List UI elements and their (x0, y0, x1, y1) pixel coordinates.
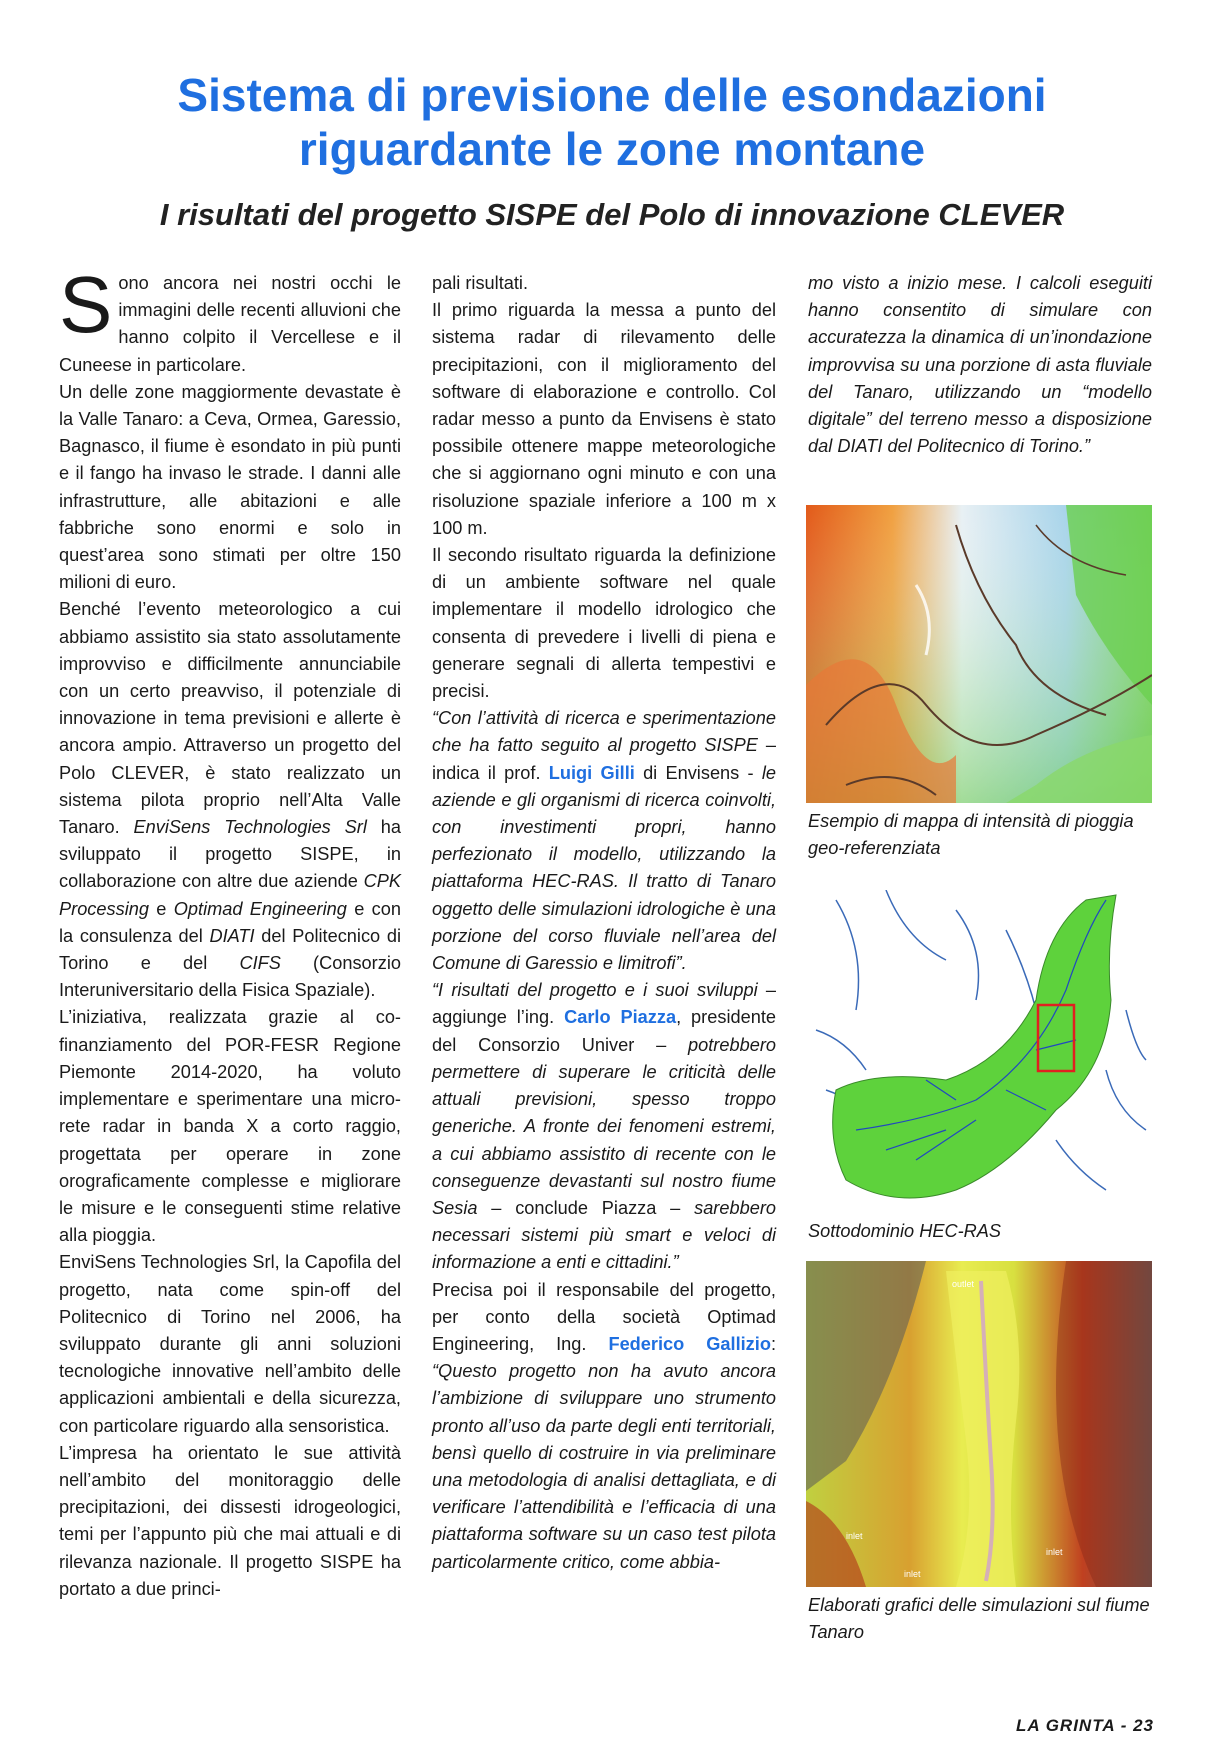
page-title (60, 68, 1164, 176)
title-line-2: riguardante le zone montane (298, 123, 926, 175)
person-name: Carlo Piazza (564, 1007, 677, 1028)
paragraph: Sono ancora nei nostri occhi le immagini delle recenti alluvioni che hanno colpito il Vercellese e il Cuneese in particolare. (59, 260, 401, 375)
page-footer: LA GRINTA - 23 (1015, 1716, 1154, 1735)
simulation-graphics-image (806, 1261, 1152, 1587)
label-outlet: outlet (952, 1279, 975, 1289)
title-line-1: Sistema di previsione delle esondazioni (177, 69, 1047, 121)
quote-piazza: “I risultati del progetto e i suoi sviluppi – aggiunge l’ing. Carlo Piazza, presidente del Consorzio Univer – potrebbero permettere di superare le criticità delle attuali previsioni, spesso troppo generiche. A fronte dei fenomeni estremi, a cui abbiamo assistito di recente con le conseguenze devastanti sul nostro fiume Sesia – conclude Piazza – sarebbero necessari sistemi più smart e veloci di informazione a enti e cittadini.” (432, 980, 777, 1273)
caption-simulations: Elaborati grafici delle simulazioni sul fiume Tanaro (808, 1595, 1150, 1643)
label-inlet: inlet (846, 1531, 863, 1541)
paragraph: Benché l’evento meteorologico a cui abbiamo assistito sia stato assolutamente improvviso e difficilmente annunciabile con un certo preavviso, il potenziale di innovazione in tema previsioni e allerte è ancora ampio. Attraverso un progetto del Polo CLEVER, è stato realizzato un sistema pilota proprio nell’Alta Valle Tanaro. EnviSens Technologies Srl ha sviluppato il progetto SISPE, in collaborazione con altre due aziende CPK Processing e Optimad Engineering e con la consulenza del DIATI del Politecnico di Torino e del CIFS (Consorzio Interuniversitario della Fisica Spaziale). (59, 599, 401, 1001)
quote-gilli: “Con l’attività di ricerca e sperimentazione che ha fatto seguito al progetto SISPE – indica il prof. Luigi Gilli di Envisens - le aziende e gli organismi di ricerca coinvolti, con investimenti propri, hanno perfezionato il modello, utilizzando la piattaforma HEC-RAS. Il tratto di Tanaro oggetto delle simulazioni idrologiche è una porzione del corso fluviale nell’area del Comune di Garessio e limitrofi”. (432, 708, 776, 974)
paragraph: pali risultati. (432, 273, 529, 293)
person-name: Luigi Gilli (548, 762, 635, 783)
paragraph: EnviSens Technologies Srl, la Capofila del progetto, nata come spin-off del Politecnico di Torino nel 2006, ha sviluppato durante gli anni soluzioni tecnologiche innovative nell’ambito delle applicazioni ambientali e della sicurezza, con particolare riguardo alla sensoristica. (59, 1252, 401, 1436)
rainfall-map-image (806, 505, 1152, 803)
paragraph: L’iniziativa, realizzata grazie al co-finanziamento del POR-FESR Regione Piemonte 2014-2020, ha voluto implementare e sperimentare una micro-rete radar in banda X a corto raggio, progettata per operare in zone orograficamente complesse e migliorare le misure e le conseguenti stime relative alla pioggia. (59, 1007, 401, 1246)
label-inlet: inlet (904, 1569, 921, 1579)
paragraph: Il primo riguarda la messa a punto del sistema radar di rilevamento delle precipitazioni, con il miglioramento del software di elaborazione e controllo. Col radar messo a punto da Envisens è stato possibile ottenere mappe meteorologiche che si aggiornano ogni minuto e con una risoluzione spaziale inferiore a 100 m x 100 m. (432, 300, 776, 538)
paragraph: Il secondo risultato riguarda la definizione di un ambiente software nel quale implementare il modello idrologico che consenta di prevedere i livelli di piena e generare segnali di allerta tempestivi e precisi. (432, 545, 776, 702)
label-inlet: inlet (1046, 1547, 1063, 1557)
hec-ras-subdomain-image (806, 890, 1152, 1212)
column-3 (808, 270, 1152, 460)
column-1 (59, 260, 401, 1603)
caption-rainfall-map: Esempio di mappa di intensità di pioggia geo-referenziata (808, 811, 1134, 859)
paragraph: mo visto a inizio mese. I calcoli eseguiti hanno consentito di simulare con accuratezza la dinamica di un’inondazione improvvisa su una porzione di asta fluviale del Tanaro, utilizzando un “modello digitale” del terreno messo a disposizione dal DIATI del Politecnico di Torino.” (808, 273, 1152, 457)
paragraph: Un delle zone maggiormente devastate è la Valle Tanaro: a Ceva, Ormea, Garessio, Bagnasco, il fiume è esondato in più punti e il fango ha invaso le strade. I danni alle infrastrutture, alle abitazioni e alle fabbriche sono enormi e solo in quest’area sono stimati per oltre 150 milioni di euro. (59, 381, 401, 593)
drop-cap: S (59, 260, 113, 349)
quote-gallizio: Precisa poi il responsabile del progetto, per conto della società Optimad Engineering, Ing. Federico Gallizio: “Questo progetto non ha avuto ancora l’ambizione di sviluppare uno strumento pronto all’uso da parte degli enti territoriali, bensì quello di costruire in via preliminare una metodologia di analisi dettagliata, e di verificare l’attendibilità e l’efficacia di una piattaforma software su un caso test pilota particolarmente critico, come abbia- (432, 1279, 776, 1572)
person-name: Federico Gallizio (608, 1333, 771, 1354)
subtitle: I risultati del progetto SISPE del Polo di innovazione CLEVER (159, 197, 1065, 232)
paragraph: L’impresa ha orientato le sue attività nell’ambito del monitoraggio delle precipitazioni, dei dissesti idrogeologici, temi per l’appunto più che mai attuali e di rilevanza nazionale. Il progetto SISPE ha portato a due princi- (59, 1442, 401, 1599)
column-2 (432, 270, 776, 1576)
caption-hec-ras: Sottodominio HEC-RAS (808, 1221, 1002, 1241)
